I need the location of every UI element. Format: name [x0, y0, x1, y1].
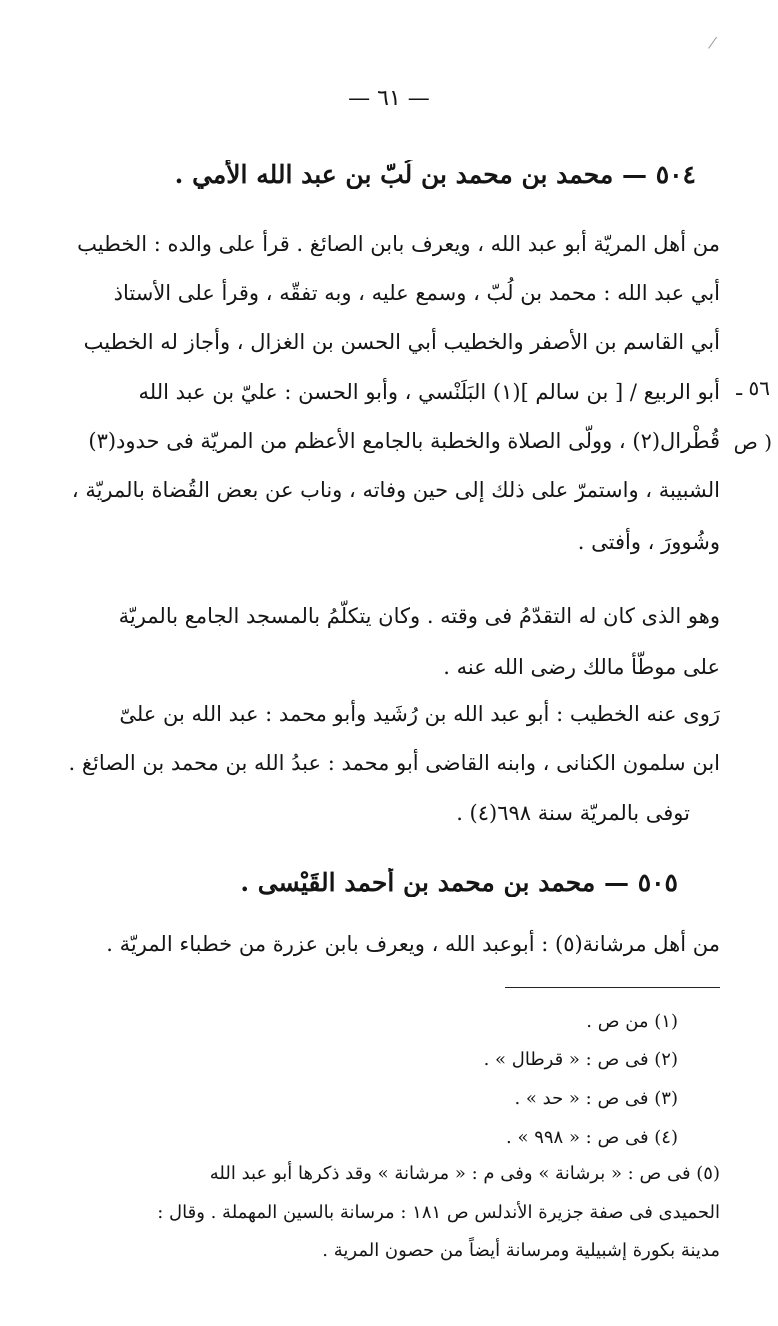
margin-source-marker: ( ص [733, 430, 772, 454]
entry-504-line-4: أبو الربيع / [ بن سالم ](١) البَلَنْسي ، وأبو الحسن : عليّ بن عبد الله [138, 380, 720, 404]
entry-504-line-5: قُطْرال(٢) ، وولّى الصلاة والخطبة بالجامع الأعظم من المريّة فى حدود(٣) [88, 429, 720, 453]
entry-505-line-1: من أهل مرشانة(٥) : أبوعبد الله ، ويعرف بابن عزرة من خطباء المريّة . [106, 932, 720, 956]
margin-folio-number: ٥٦ ـ [736, 376, 770, 400]
footnote-4: (٤) فى ص : « ٩٩٨ » . [506, 1127, 678, 1148]
entry-504-line-2: أبي عبد الله : محمد بن لُبّ ، وسمع عليه ، وبه تفقّه ، وقرأ على الأستاذ [113, 281, 720, 305]
entry-504-para2-line-2: على موطّأ مالك رضى الله عنه . [443, 655, 720, 679]
footnote-2: (٢) فى ص : « قرطال » . [483, 1049, 678, 1070]
scan-speck [708, 37, 718, 50]
footnote-5-line-3: مدينة بكورة إشبيلية ومرسانة أيضاً من حصون المرية . [322, 1240, 720, 1261]
entry-504-line-6: الشبيبة ، واستمرّ على ذلك إلى حين وفاته ، وناب عن بعض القُضاة بالمريّة ، [71, 478, 720, 502]
entry-504-para3-line-1: رَوى عنه الخطيب : أبو عبد الله بن رُشَيد وأبو محمد : عبد الله بن علىّ [119, 702, 720, 726]
entry-504-para2-line-1: وهو الذى كان له التقدّمُ فى وقته . وكان يتكلّمُ بالمسجد الجامع بالمريّة [118, 604, 720, 628]
footnote-5-line-1: (٥) فى ص : « برشانة » وفى م : « مرشانة » وقد ذكرها أبو عبد الله [209, 1163, 720, 1184]
footnote-separator [505, 987, 720, 988]
entry-504-line-1: من أهل المريّة أبو عبد الله ، ويعرف بابن الصائغ . قرأ على والده : الخطيب [77, 232, 720, 256]
entry-504-para3-line-3: توفى بالمريّة سنة ٦٩٨(٤) . [456, 801, 690, 825]
entry-504-para3-line-2: ابن سلمون الكنانى ، وابنه القاضى أبو محمد : عبدُ الله بن محمد بن الصائغ . [68, 751, 720, 775]
footnote-1: (١) من ص . [586, 1011, 678, 1032]
entry-504-heading: ٥٠٤ — محمد بن محمد بن لُبّ بن عبد الله الأمي . [174, 160, 696, 189]
footnote-3: (٣) فى ص : « حد » . [514, 1088, 678, 1109]
footnote-5-line-2: الحميدى فى صفة جزيرة الأندلس ص ١٨١ : مرسانة بالسين المهملة . وقال : [157, 1202, 720, 1223]
entry-505-heading: ٥٠٥ — محمد بن محمد بن أحمد القَيْسى . [240, 868, 678, 897]
page-number: — ٦١ — [348, 86, 430, 111]
entry-504-line-7: وشُوورَ ، وأفتى . [577, 530, 720, 554]
entry-504-line-3: أبي القاسم بن الأصفر والخطيب أبي الحسن بن الغزال ، وأجاز له الخطيب [83, 330, 720, 354]
